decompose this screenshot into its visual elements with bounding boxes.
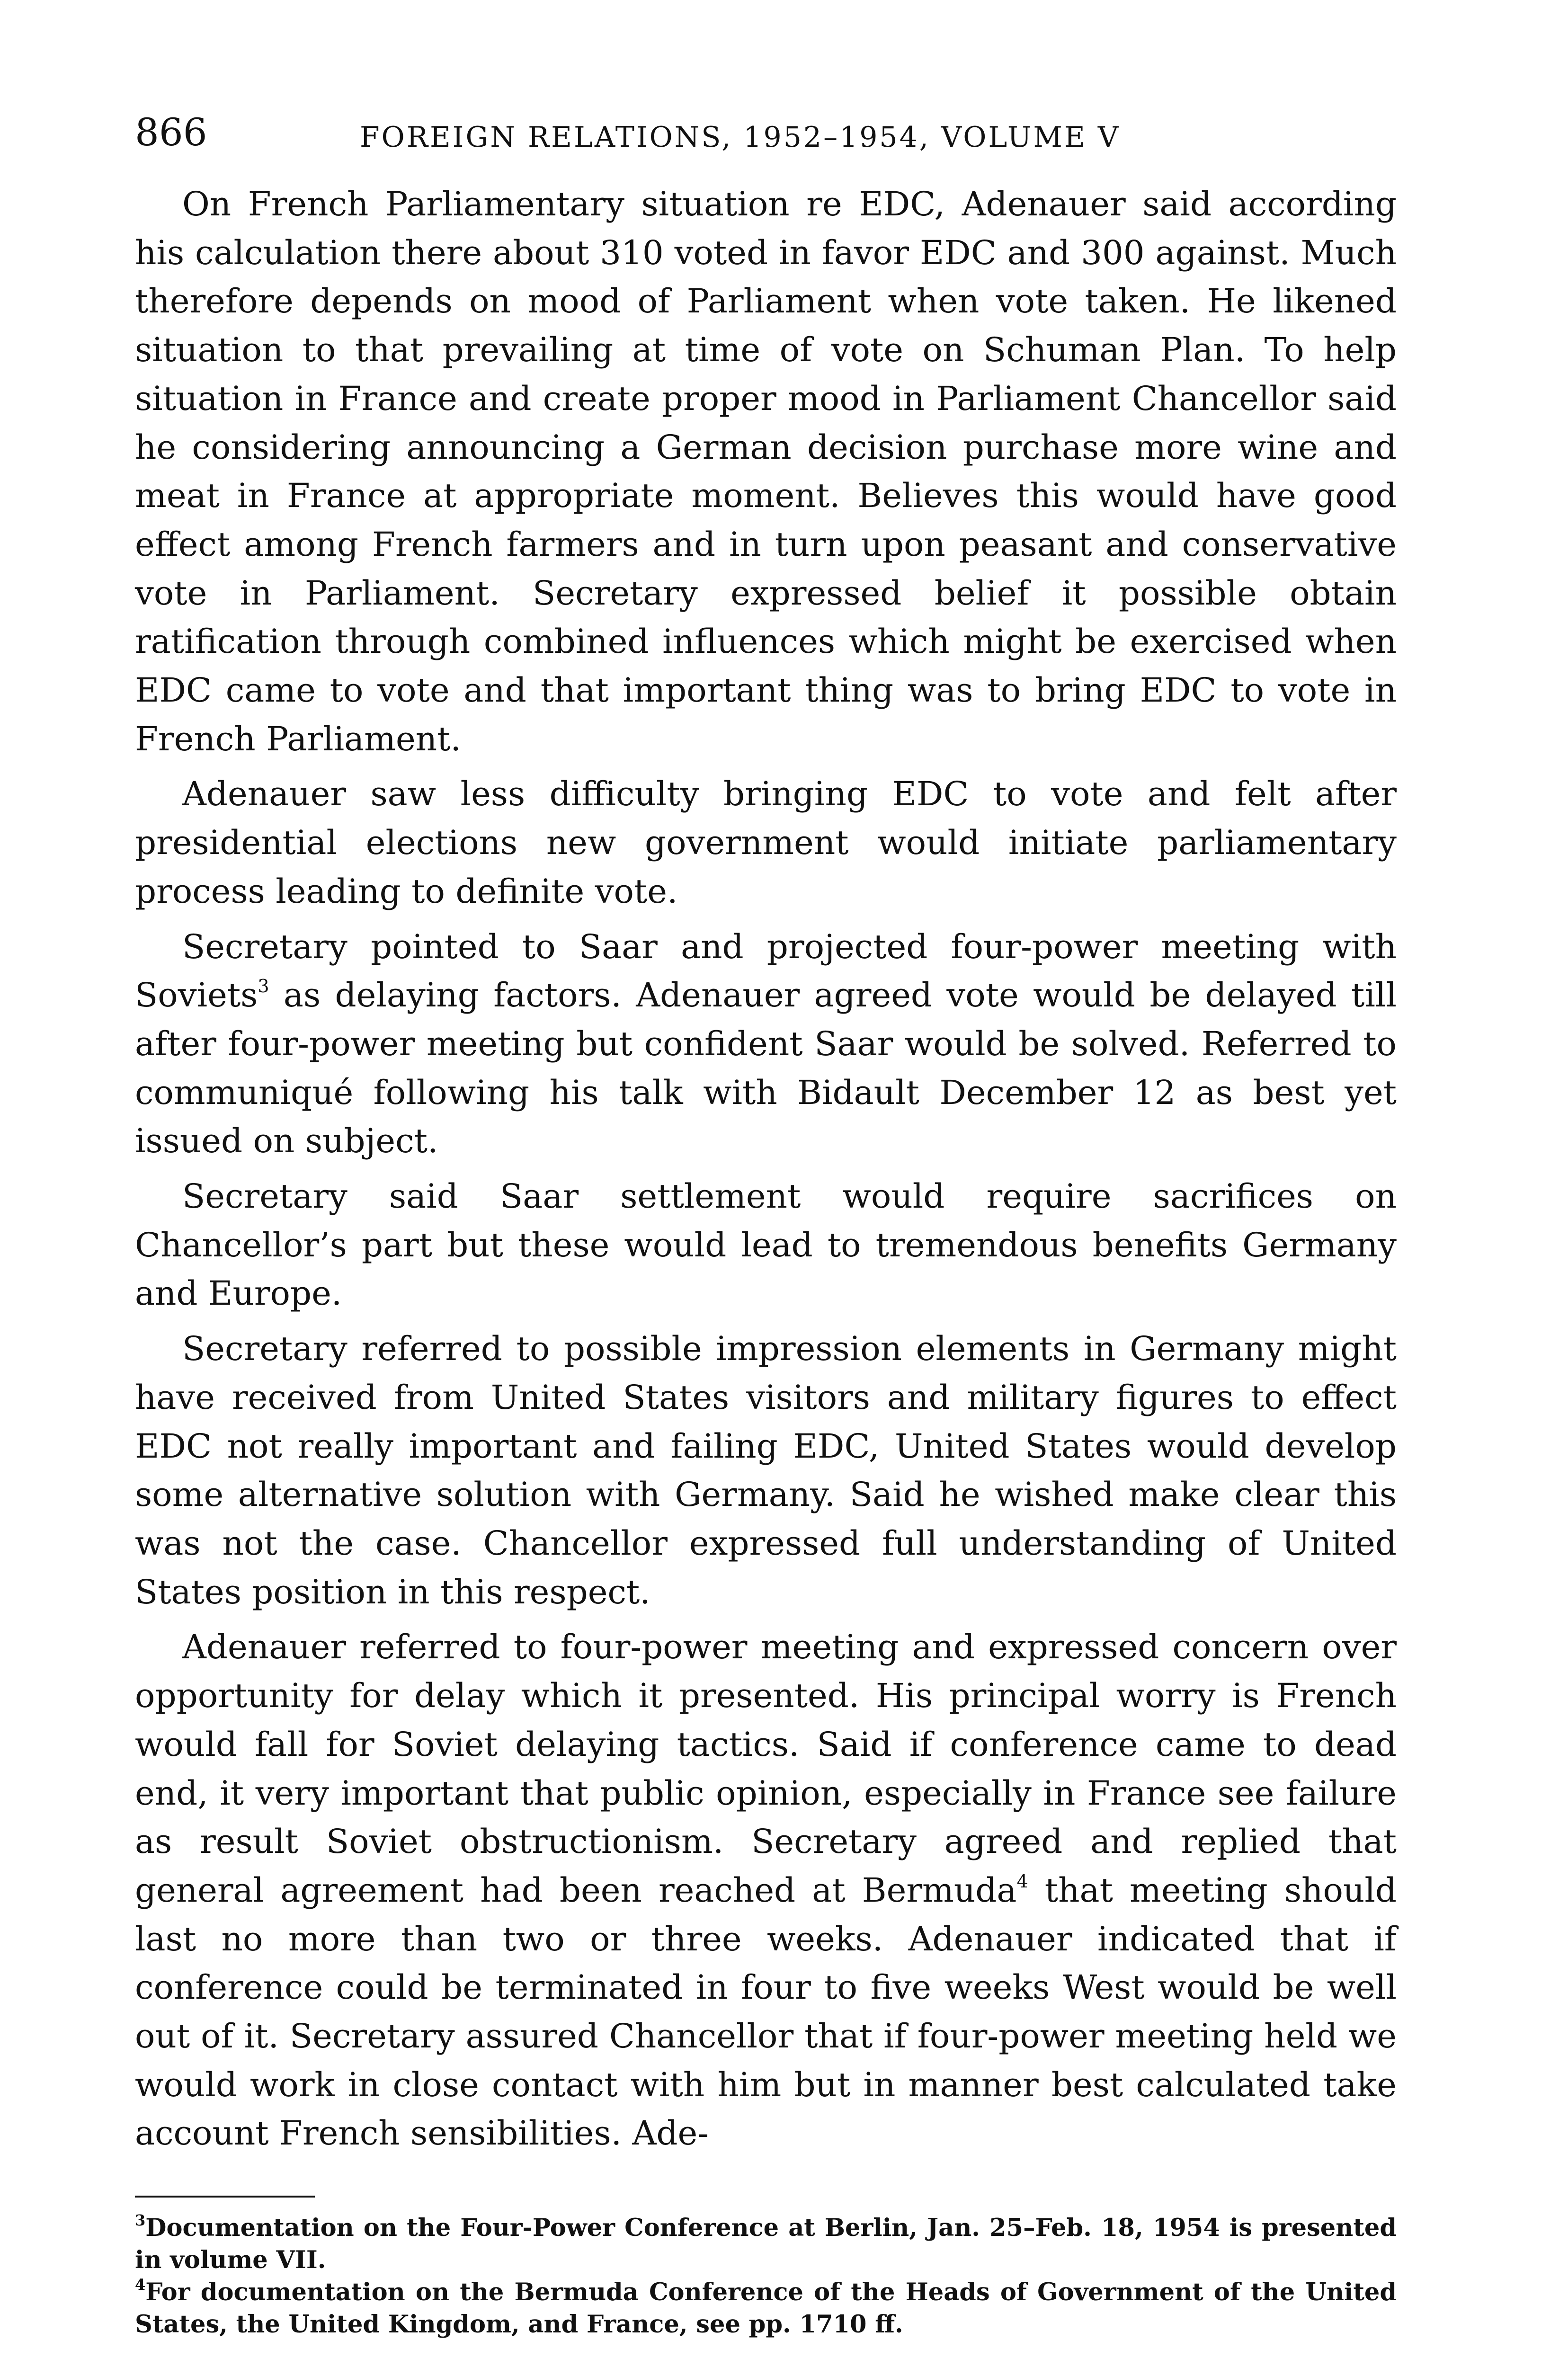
running-head: FOREIGN RELATIONS, 1952–1954, VOLUME V (360, 121, 1121, 154)
footnote-marker: 4 (135, 2276, 146, 2294)
paragraph-3 (135, 923, 1397, 1166)
paragraph-text: that meeting should last no more than two or three weeks. Adenauer indicated that if conference could be terminated in four to five weeks West would be well out of it. Secretary assured Chancellor that if four-power meeting held we would work in close contact with him but in manner best calculated take account French sensibilities. Ade- (135, 1870, 1397, 2153)
footnote-ref-3: 3 (258, 976, 269, 997)
paragraph-6 (135, 1623, 1397, 2158)
paragraph-text: Secretary referred to possible impression elements in Germany might have received from United States visitors and military figures to effect EDC not really important and failing EDC, United States would develop some alternative solution with Germany. Said he wished make clear this was not the case. Chancellor expressed full understanding of United States position in this respect. (135, 1329, 1397, 1611)
paragraph-text: Adenauer saw less difficulty bringing EDC to vote and felt after presidential elections new government would initiate parliamentary process leading to definite vote. (135, 774, 1397, 911)
footnote-text: Documentation on the Four-Power Conference at Berlin, Jan. 25–Feb. 18, 1954 is presented in volume VII. (135, 2214, 1397, 2275)
footnote-divider (135, 2196, 315, 2198)
paragraph-text: Adenauer referred to four-power meeting and expressed concern over opportunity for delay which it presented. His principal worry is French would fall for Soviet delaying tactics. Said if conference came to dead end, it very important that public opinion, especially in France see failure as result Soviet obstructionism. Secretary agreed and replied that general agreement had been reached at Bermuda (135, 1628, 1397, 1910)
footnote-marker: 3 (135, 2211, 146, 2230)
footnote-text: For documentation on the Bermuda Conference of the Heads of Government of the United States, the United Kingdom, and France, see pp. 1710 ff. (135, 2278, 1397, 2339)
footnote-ref-4: 4 (1016, 1870, 1028, 1892)
paragraph-text: On French Parliamentary situation re EDC, Adenauer said according his calculation there about 310 voted in favor EDC and 300 against. Much therefore depends on mood of Parliament when vote taken. He likened situation to that prevailing at time of vote on Schuman Plan. To help situation in France and create proper mood in Parliament Chancellor said he considering announcing a German decision purchase more wine and meat in France at appropriate moment. Believes this would have good effect among French farmers and in turn upon peasant and conservative vote in Parliament. Secretary expressed belief it possible obtain ratification through combined influences which might be exercised when EDC came to vote and that important thing was to bring EDC to vote in French Parliament. (135, 185, 1397, 758)
page-header (135, 104, 1397, 161)
footnote-4 (135, 2276, 1397, 2340)
paragraph-4 (135, 1172, 1397, 1318)
footnotes (135, 2212, 1397, 2340)
paragraph-text: as delaying factors. Adenauer agreed vote would be delayed till after four-power meeting but confident Saar would be solved. Referred to communiqué following his talk with Bidault December 12 as best yet issued on subject. (135, 976, 1397, 1161)
footnote-3 (135, 2212, 1397, 2276)
page-number: 866 (135, 110, 207, 154)
paragraph-1 (135, 180, 1397, 763)
paragraph-text: Secretary pointed to Saar and projected four-power meeting with Soviets (135, 927, 1397, 1015)
paragraph-text: Secretary said Saar settlement would require sacrifices on Chancellor’s part but these would lead to tremendous benefits Germany and Europe. (135, 1177, 1397, 1313)
document-page (135, 104, 1397, 2340)
body-text (135, 180, 1397, 2158)
paragraph-5 (135, 1325, 1397, 1616)
paragraph-2 (135, 770, 1397, 916)
